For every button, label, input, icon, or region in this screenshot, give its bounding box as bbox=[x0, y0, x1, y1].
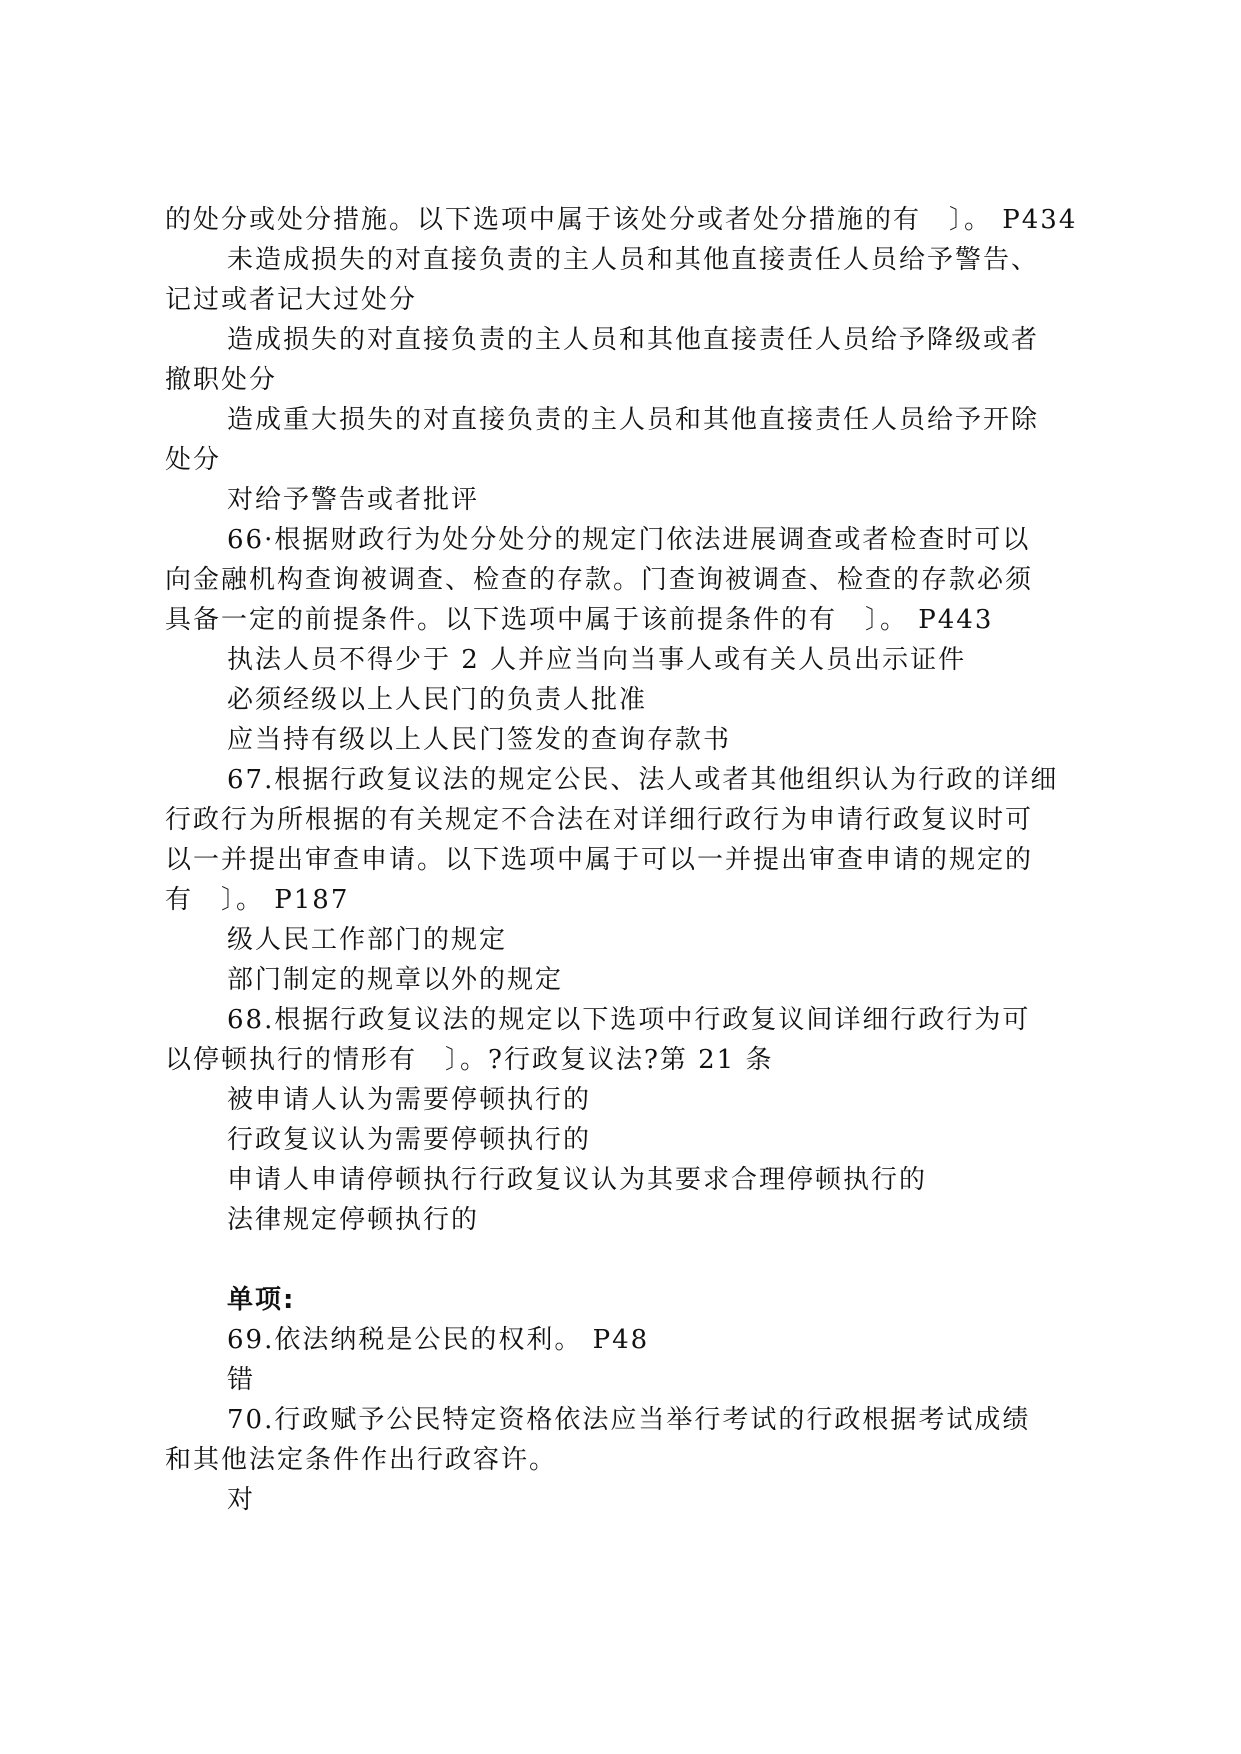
text-line: 记过或者记大过处分 bbox=[165, 285, 418, 315]
answer-line: 对 bbox=[227, 1485, 256, 1515]
answer-line: 错 bbox=[227, 1365, 256, 1395]
text-line: 行政行为所根据的有关规定不合法在对详细行政行为申请行政复议时可 bbox=[165, 805, 1034, 835]
option-line: 必须经级以上人民门的负责人批准 bbox=[227, 685, 648, 715]
question-69: 69.依法纳税是公民的权利。 P48 bbox=[227, 1325, 650, 1355]
text-line: 撤职处分 bbox=[165, 365, 278, 395]
option-line: 执法人员不得少于 2 人并应当向当事人或有关人员出示证件 bbox=[227, 645, 967, 675]
option-line: 造成重大损失的对直接负责的主人员和其他直接责任人员给予开除 bbox=[227, 405, 1040, 435]
document-body bbox=[165, 200, 1085, 1520]
question-66: 66·根据财政行为处分处分的规定门依法进展调查或者检查时可以 bbox=[227, 525, 1031, 555]
option-line: 级人民工作部门的规定 bbox=[227, 925, 508, 955]
text-line: 向金融机构查询被调查、检查的存款。门查询被调查、检查的存款必须 bbox=[165, 565, 1034, 595]
option-line: 部门制定的规章以外的规定 bbox=[227, 965, 564, 995]
option-line: 造成损失的对直接负责的主人员和其他直接责任人员给予降级或者 bbox=[227, 325, 1040, 355]
question-67: 67.根据行政复议法的规定公民、法人或者其他组织认为行政的详细 bbox=[227, 765, 1059, 795]
option-line: 法律规定停顿执行的 bbox=[227, 1205, 480, 1235]
text-line: 处分 bbox=[165, 445, 222, 475]
text-line: 以停顿执行的情形有 〕。?行政复议法?第 21 条 bbox=[165, 1045, 774, 1075]
option-line: 对给予警告或者批评 bbox=[227, 485, 480, 515]
text-line: 以一并提出审查申请。以下选项中属于可以一并提出审查申请的规定的 bbox=[165, 845, 1034, 875]
question-68: 68.根据行政复议法的规定以下选项中行政复议间详细行政行为可 bbox=[227, 1005, 1031, 1035]
text-line: 和其他法定条件作出行政容许。 bbox=[165, 1445, 558, 1475]
text-line: 的处分或处分措施。以下选项中属于该处分或者处分措施的有 〕。 P434 bbox=[165, 205, 1078, 235]
section-heading: 单项: bbox=[227, 1285, 296, 1315]
option-line: 未造成损失的对直接负责的主人员和其他直接责任人员给予警告、 bbox=[227, 245, 1040, 275]
text-line: 具备一定的前提条件。以下选项中属于该前提条件的有 〕。 P443 bbox=[165, 605, 994, 635]
text-line: 有 〕。 P187 bbox=[165, 885, 350, 915]
option-line: 申请人申请停顿执行行政复议认为其要求合理停顿执行的 bbox=[227, 1165, 928, 1195]
question-70: 70.行政赋予公民特定资格依法应当举行考试的行政根据考试成绩 bbox=[227, 1405, 1031, 1435]
blank-line bbox=[165, 1240, 1085, 1280]
option-line: 应当持有级以上人民门签发的查询存款书 bbox=[227, 725, 732, 755]
option-line: 被申请人认为需要停顿执行的 bbox=[227, 1085, 592, 1115]
option-line: 行政复议认为需要停顿执行的 bbox=[227, 1125, 592, 1155]
